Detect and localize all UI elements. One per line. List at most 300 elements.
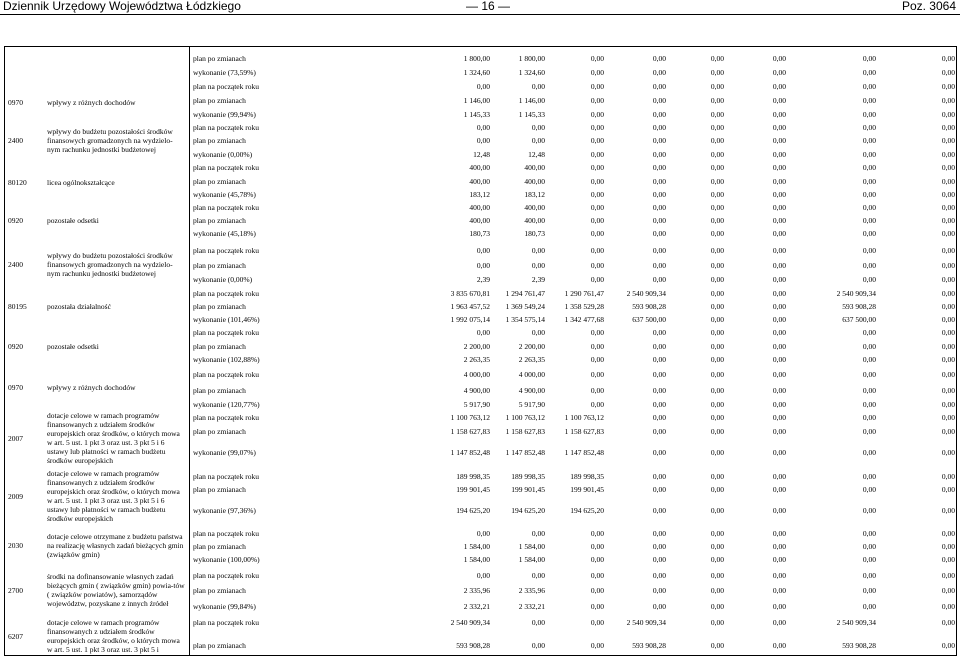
value-cell: 0,00: [862, 110, 876, 119]
classification-code: 2400: [8, 136, 23, 145]
value-cell: 0,00: [710, 203, 724, 212]
value-cell: 199 901,45: [570, 485, 604, 494]
row-label: plan na początek roku: [193, 328, 260, 337]
row-label: wykonanie (102,88%): [193, 355, 260, 364]
value-cell: 0,00: [710, 82, 724, 91]
value-cell: 0,00: [862, 386, 876, 395]
value-cell: 0,00: [652, 275, 666, 284]
row-label: plan na początek roku: [193, 123, 260, 132]
value-cell: 1 342 477,68: [564, 315, 604, 324]
value-cell: 0,00: [652, 448, 666, 457]
classification-code: 2009: [8, 492, 23, 501]
value-cell: 1 158 627,83: [450, 427, 490, 436]
value-cell: 0,00: [652, 400, 666, 409]
value-cell: 0,00: [710, 427, 724, 436]
value-cell: 0,00: [862, 229, 876, 238]
value-cell: 0,00: [710, 177, 724, 186]
value-cell: 4 000,00: [463, 370, 490, 379]
value-cell: 0,00: [652, 229, 666, 238]
value-cell: 194 625,20: [570, 506, 604, 515]
value-cell: 0,00: [531, 246, 545, 255]
value-cell: 199 901,45: [511, 485, 545, 494]
row-label: wykonanie (45,18%): [193, 229, 256, 238]
value-cell: 0,00: [590, 54, 604, 63]
classification-name: wpływy do budżetu pozostałości środków finansowych gromadzonych na wydzielo-nym rachunku jednostki budżetowej: [47, 126, 173, 154]
value-cell: 0,00: [652, 246, 666, 255]
value-cell: 400,00: [469, 163, 490, 172]
value-cell: 0,00: [862, 246, 876, 255]
row-label: plan na początek roku: [193, 163, 260, 172]
value-cell: 0,00: [772, 641, 786, 650]
value-cell: 1 146,00: [518, 96, 545, 105]
value-cell: 0,00: [941, 370, 955, 379]
value-cell: 0,00: [710, 386, 724, 395]
value-cell: 0,00: [531, 641, 545, 650]
value-cell: 0,00: [772, 54, 786, 63]
value-cell: 0,00: [862, 370, 876, 379]
value-cell: 637 500,00: [632, 315, 666, 324]
value-cell: 2 332,21: [518, 602, 545, 611]
value-cell: 0,00: [652, 571, 666, 580]
value-cell: 0,00: [590, 542, 604, 551]
row-label: plan na początek roku: [193, 618, 260, 627]
value-cell: 0,00: [590, 400, 604, 409]
row-label: wykonanie (73,59%): [193, 68, 256, 77]
value-cell: 0,00: [772, 289, 786, 298]
value-cell: 0,00: [652, 96, 666, 105]
classification-name: dotacje celowe w ramach programów finansowanych z udziałem środków europejskich oraz środków, o których mowa w art. 5 ust. 1 pkt 3 oraz ust. 3 pkt 5 i 6 ustawy lub płatności w ramach budżetu środków europejskich: [47, 469, 180, 523]
value-cell: 0,00: [652, 342, 666, 351]
value-cell: 0,00: [710, 571, 724, 580]
value-cell: 0,00: [862, 472, 876, 481]
value-cell: 0,00: [772, 618, 786, 627]
row-label: plan na początek roku: [193, 82, 260, 91]
row-label: plan po zmianach: [193, 216, 246, 225]
value-cell: 0,00: [590, 177, 604, 186]
value-cell: 0,00: [772, 190, 786, 199]
value-cell: 0,00: [710, 529, 724, 538]
value-cell: 0,00: [941, 529, 955, 538]
row-label: plan na początek roku: [193, 289, 260, 298]
value-cell: 0,00: [772, 150, 786, 159]
value-cell: 0,00: [710, 315, 724, 324]
value-cell: 0,00: [772, 355, 786, 364]
value-cell: 1 146,00: [463, 96, 490, 105]
value-cell: 0,00: [862, 163, 876, 172]
row-label: wykonanie (45,78%): [193, 190, 256, 199]
row-label: wykonanie (101,46%): [193, 315, 260, 324]
row-label: wykonanie (97,36%): [193, 506, 256, 515]
value-cell: 0,00: [941, 586, 955, 595]
value-cell: 0,00: [941, 150, 955, 159]
value-cell: 0,00: [941, 555, 955, 564]
value-cell: 0,00: [941, 448, 955, 457]
value-cell: 189 998,35: [511, 472, 545, 481]
value-cell: 0,00: [590, 246, 604, 255]
value-cell: 0,00: [772, 386, 786, 395]
value-cell: 0,00: [590, 618, 604, 627]
value-cell: 1 369 549,24: [505, 302, 545, 311]
value-cell: 1 324,60: [463, 68, 490, 77]
value-cell: 12,48: [528, 150, 545, 159]
value-cell: 0,00: [590, 328, 604, 337]
value-cell: 0,00: [941, 472, 955, 481]
row-label: wykonanie (100,00%): [193, 555, 260, 564]
value-cell: 0,00: [590, 68, 604, 77]
classification-name: licea ogólnokształcące: [47, 177, 115, 187]
row-label: plan po zmianach: [193, 427, 246, 436]
value-cell: 2 540 909,34: [836, 289, 876, 298]
value-cell: 0,00: [710, 123, 724, 132]
row-label: plan po zmianach: [193, 641, 246, 650]
value-cell: 0,00: [772, 542, 786, 551]
value-cell: 1 147 852,48: [564, 448, 604, 457]
value-cell: 0,00: [590, 150, 604, 159]
row-label: plan po zmianach: [193, 302, 246, 311]
value-cell: 0,00: [710, 472, 724, 481]
value-cell: 0,00: [590, 555, 604, 564]
value-cell: 4 000,00: [518, 370, 545, 379]
value-cell: 0,00: [531, 328, 545, 337]
classification-name: wpływy z różnych dochodów: [47, 97, 136, 107]
value-cell: 0,00: [590, 163, 604, 172]
value-cell: 0,00: [652, 82, 666, 91]
classification-code: 0970: [8, 98, 23, 107]
value-cell: 0,00: [652, 555, 666, 564]
row-label: wykonanie (99,84%): [193, 602, 256, 611]
value-cell: 400,00: [524, 216, 545, 225]
value-cell: 0,00: [590, 261, 604, 270]
value-cell: 1 584,00: [518, 555, 545, 564]
value-cell: 189 998,35: [570, 472, 604, 481]
row-label: wykonanie (99,07%): [193, 448, 256, 457]
value-cell: 1 290 761,47: [564, 289, 604, 298]
value-cell: 0,00: [772, 163, 786, 172]
value-cell: 0,00: [710, 328, 724, 337]
value-cell: 1 158 627,83: [505, 427, 545, 436]
value-cell: 0,00: [862, 68, 876, 77]
row-label: plan po zmianach: [193, 586, 246, 595]
value-cell: 0,00: [710, 261, 724, 270]
value-cell: 0,00: [941, 413, 955, 422]
value-cell: 0,00: [590, 586, 604, 595]
value-cell: 2 335,96: [518, 586, 545, 595]
value-cell: 0,00: [652, 177, 666, 186]
value-cell: 0,00: [710, 400, 724, 409]
value-cell: 0,00: [652, 54, 666, 63]
value-cell: 0,00: [772, 261, 786, 270]
value-cell: 0,00: [531, 82, 545, 91]
value-cell: 0,00: [710, 163, 724, 172]
value-cell: 0,00: [772, 68, 786, 77]
value-cell: 0,00: [590, 190, 604, 199]
value-cell: 0,00: [710, 110, 724, 119]
value-cell: 1 584,00: [463, 542, 490, 551]
value-cell: 0,00: [772, 571, 786, 580]
value-cell: 2 540 909,34: [626, 289, 666, 298]
value-cell: 1 992 075,14: [450, 315, 490, 324]
value-cell: 0,00: [652, 150, 666, 159]
value-cell: 0,00: [710, 542, 724, 551]
value-cell: 0,00: [941, 571, 955, 580]
value-cell: 1 800,00: [518, 54, 545, 63]
value-cell: 0,00: [772, 229, 786, 238]
value-cell: 0,00: [772, 82, 786, 91]
value-cell: 0,00: [710, 618, 724, 627]
value-cell: 0,00: [710, 586, 724, 595]
classification-code: 0920: [8, 342, 23, 351]
value-cell: 2 263,35: [463, 355, 490, 364]
value-cell: 0,00: [772, 529, 786, 538]
value-cell: 0,00: [772, 302, 786, 311]
value-cell: 0,00: [652, 602, 666, 611]
value-cell: 0,00: [862, 602, 876, 611]
value-cell: 0,00: [862, 571, 876, 580]
value-cell: 0,00: [772, 177, 786, 186]
page-number: — 16 —: [466, 0, 511, 13]
value-cell: 0,00: [862, 150, 876, 159]
value-cell: 0,00: [862, 355, 876, 364]
value-cell: 1 158 627,83: [564, 427, 604, 436]
classification-code: 6207: [8, 632, 23, 641]
value-cell: 1 800,00: [463, 54, 490, 63]
value-cell: 0,00: [772, 328, 786, 337]
value-cell: 189 998,35: [456, 472, 490, 481]
row-label: plan po zmianach: [193, 386, 246, 395]
value-cell: 0,00: [652, 261, 666, 270]
value-cell: 0,00: [590, 136, 604, 145]
value-cell: 0,00: [652, 203, 666, 212]
value-cell: 400,00: [469, 203, 490, 212]
row-label: plan po zmianach: [193, 485, 246, 494]
value-cell: 637 500,00: [842, 315, 876, 324]
value-cell: 0,00: [710, 485, 724, 494]
row-label: plan po zmianach: [193, 136, 246, 145]
classification-code: 2030: [8, 541, 23, 550]
value-cell: 1 145,33: [463, 110, 490, 119]
value-cell: 0,00: [862, 96, 876, 105]
value-cell: 0,00: [941, 400, 955, 409]
value-cell: 0,00: [652, 413, 666, 422]
value-cell: 1 358 529,28: [564, 302, 604, 311]
value-cell: 0,00: [710, 555, 724, 564]
value-cell: 0,00: [710, 150, 724, 159]
value-cell: 0,00: [941, 602, 955, 611]
classification-name: pozostałe odsetki: [47, 341, 99, 351]
value-cell: 2 332,21: [463, 602, 490, 611]
value-cell: 1 147 852,48: [450, 448, 490, 457]
value-cell: 0,00: [862, 342, 876, 351]
value-cell: 5 917,90: [463, 400, 490, 409]
value-cell: 1 145,33: [518, 110, 545, 119]
value-cell: 400,00: [524, 177, 545, 186]
value-cell: 0,00: [941, 190, 955, 199]
row-label: plan na początek roku: [193, 370, 260, 379]
value-cell: 0,00: [941, 177, 955, 186]
value-cell: 0,00: [590, 571, 604, 580]
value-cell: 2 540 909,34: [626, 618, 666, 627]
classification-name: dotacje celowe w ramach programów finansowanych z udziałem środków europejskich oraz środków, o których mowa w art. 5 ust. 1 pkt 3 oraz ust. 3 pkt 5 i: [47, 618, 180, 654]
value-cell: 0,00: [652, 472, 666, 481]
classification-code: 0920: [8, 216, 23, 225]
value-cell: 0,00: [710, 413, 724, 422]
value-cell: 0,00: [590, 641, 604, 650]
value-cell: 0,00: [590, 110, 604, 119]
value-cell: 1 324,60: [518, 68, 545, 77]
value-cell: 0,00: [862, 82, 876, 91]
value-cell: 0,00: [652, 328, 666, 337]
value-cell: 0,00: [862, 177, 876, 186]
value-cell: 400,00: [524, 203, 545, 212]
value-cell: 1 147 852,48: [505, 448, 545, 457]
value-cell: 0,00: [862, 448, 876, 457]
value-cell: 0,00: [941, 618, 955, 627]
value-cell: 0,00: [772, 315, 786, 324]
table-column-divider: [189, 46, 190, 656]
value-cell: 593 908,28: [632, 302, 666, 311]
value-cell: 0,00: [710, 96, 724, 105]
value-cell: 593 908,28: [842, 302, 876, 311]
value-cell: 0,00: [941, 110, 955, 119]
value-cell: 1 354 575,14: [505, 315, 545, 324]
value-cell: 0,00: [941, 54, 955, 63]
value-cell: 0,00: [710, 370, 724, 379]
value-cell: 0,00: [772, 506, 786, 515]
row-label: plan po zmianach: [193, 54, 246, 63]
row-label: plan na początek roku: [193, 246, 260, 255]
value-cell: 0,00: [652, 370, 666, 379]
value-cell: 0,00: [941, 386, 955, 395]
value-cell: 0,00: [862, 123, 876, 132]
value-cell: 0,00: [862, 529, 876, 538]
classification-name: dotacje celowe w ramach programów finansowanych z udziałem środków europejskich oraz środków, o których mowa w art. 5 ust. 1 pkt 3 oraz ust. 3 pkt 5 i 6 ustawy lub płatności w ramach budżetu środków europejskich: [47, 411, 180, 465]
value-cell: 0,00: [652, 542, 666, 551]
value-cell: 0,00: [862, 586, 876, 595]
value-cell: 0,00: [476, 82, 490, 91]
value-cell: 0,00: [652, 427, 666, 436]
value-cell: 0,00: [941, 216, 955, 225]
value-cell: 1 963 457,52: [450, 302, 490, 311]
value-cell: 0,00: [710, 275, 724, 284]
value-cell: 0,00: [652, 136, 666, 145]
value-cell: 0,00: [476, 328, 490, 337]
classification-name: pozostała działalność: [47, 301, 111, 311]
value-cell: 5 917,90: [518, 400, 545, 409]
row-label: plan po zmianach: [193, 342, 246, 351]
value-cell: 0,00: [590, 386, 604, 395]
value-cell: 0,00: [772, 96, 786, 105]
value-cell: 0,00: [941, 302, 955, 311]
value-cell: 0,00: [941, 136, 955, 145]
classification-code: 0970: [8, 383, 23, 392]
value-cell: 0,00: [941, 427, 955, 436]
classification-name: wpływy do budżetu pozostałości środków finansowych gromadzonych na wydzielo-nym rachunku jednostki budżetowej: [47, 250, 173, 278]
value-cell: 0,00: [652, 123, 666, 132]
classification-code: 2700: [8, 586, 23, 595]
value-cell: 0,00: [772, 275, 786, 284]
value-cell: 199 901,45: [456, 485, 490, 494]
row-label: plan na początek roku: [193, 529, 260, 538]
position-number: Poz. 3064: [901, 0, 956, 13]
value-cell: 0,00: [941, 96, 955, 105]
value-cell: 0,00: [531, 123, 545, 132]
value-cell: 0,00: [941, 82, 955, 91]
value-cell: 0,00: [862, 427, 876, 436]
value-cell: 0,00: [862, 400, 876, 409]
value-cell: 0,00: [531, 571, 545, 580]
value-cell: 0,00: [710, 54, 724, 63]
value-cell: 0,00: [941, 163, 955, 172]
value-cell: 194 625,20: [456, 506, 490, 515]
value-cell: 0,00: [772, 342, 786, 351]
value-cell: 0,00: [862, 542, 876, 551]
value-cell: 2,39: [531, 275, 545, 284]
value-cell: 4 900,00: [518, 386, 545, 395]
value-cell: 3 835 670,81: [450, 289, 490, 298]
value-cell: 0,00: [772, 136, 786, 145]
value-cell: 0,00: [652, 216, 666, 225]
value-cell: 0,00: [772, 427, 786, 436]
value-cell: 0,00: [590, 123, 604, 132]
value-cell: 0,00: [710, 342, 724, 351]
value-cell: 0,00: [652, 355, 666, 364]
value-cell: 12,48: [473, 150, 490, 159]
value-cell: 0,00: [862, 190, 876, 199]
value-cell: 0,00: [531, 529, 545, 538]
value-cell: 0,00: [941, 246, 955, 255]
value-cell: 0,00: [941, 203, 955, 212]
value-cell: 0,00: [590, 370, 604, 379]
value-cell: 0,00: [772, 400, 786, 409]
value-cell: 0,00: [476, 246, 490, 255]
value-cell: 0,00: [772, 413, 786, 422]
value-cell: 0,00: [652, 190, 666, 199]
value-cell: 0,00: [941, 342, 955, 351]
value-cell: 400,00: [524, 163, 545, 172]
value-cell: 0,00: [772, 602, 786, 611]
value-cell: 0,00: [590, 82, 604, 91]
value-cell: 0,00: [862, 275, 876, 284]
value-cell: 0,00: [710, 448, 724, 457]
value-cell: 0,00: [710, 190, 724, 199]
value-cell: 2 540 909,34: [450, 618, 490, 627]
value-cell: 2 263,35: [518, 355, 545, 364]
value-cell: 0,00: [710, 246, 724, 255]
value-cell: 0,00: [862, 485, 876, 494]
value-cell: 0,00: [941, 506, 955, 515]
value-cell: 0,00: [941, 315, 955, 324]
value-cell: 0,00: [941, 641, 955, 650]
row-label: plan na początek roku: [193, 413, 260, 422]
value-cell: 0,00: [476, 136, 490, 145]
value-cell: 0,00: [862, 328, 876, 337]
value-cell: 2,39: [476, 275, 490, 284]
value-cell: 0,00: [710, 136, 724, 145]
value-cell: 0,00: [590, 529, 604, 538]
value-cell: 0,00: [652, 386, 666, 395]
value-cell: 194 625,20: [511, 506, 545, 515]
value-cell: 400,00: [469, 177, 490, 186]
value-cell: 593 908,28: [456, 641, 490, 650]
value-cell: 0,00: [941, 68, 955, 77]
value-cell: 0,00: [531, 261, 545, 270]
value-cell: 0,00: [710, 602, 724, 611]
value-cell: 180,73: [524, 229, 545, 238]
value-cell: 2 335,96: [463, 586, 490, 595]
value-cell: 0,00: [652, 68, 666, 77]
value-cell: 0,00: [590, 342, 604, 351]
classification-code: 2400: [8, 260, 23, 269]
